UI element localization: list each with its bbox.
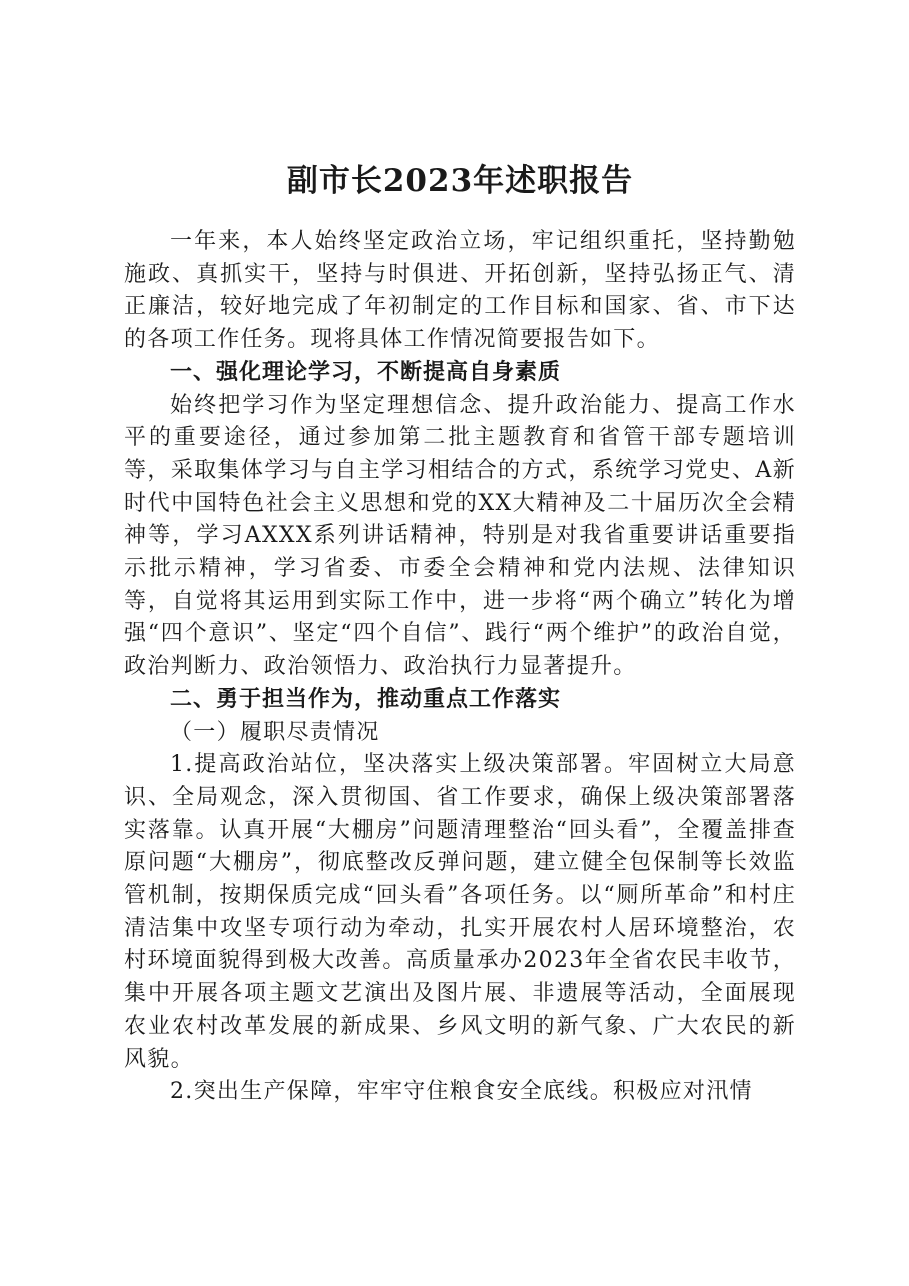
section-2-heading: 二、勇于担当作为，推动重点工作落实 bbox=[170, 686, 562, 712]
section-1-paragraph: 始终把学习作为坚定理想信念、提升政治能力、提高工作水平的重要途径，通过参加第二批主题教育和省管干部专题培训等，采取集体学习与自主学习相结合的方式，系统学习党史、A新时代中国特色社会主义思想和党的XX大精神及二十届历次全会精神等，学习AXXX系列讲话精神，特别是对我省重要讲话重要指示批示精神，学习省委、市委全会精神和党内法规、法律知识等，自觉将其运用到实际工作中，进一步将“两个确立”转化为增强“四个意识”、坚定“四个自信”、践行“两个维护”的政治自觉，政治判断力、政治领悟力、政治执行力显著提升。 bbox=[124, 392, 796, 680]
section-2-subheading: （一）履职尽责情况 bbox=[170, 719, 380, 745]
intro-paragraph: 一年来，本人始终坚定政治立场，牢记组织重托，坚持勤勉施政、真抓实干，坚持与时俱进、开拓创新，坚持弘扬正气、清正廉洁，较好地完成了年初制定的工作目标和国家、省、市下达的各项工作任务。现将具体工作情况简要报告如下。 bbox=[124, 229, 796, 353]
document-title: 副市长2023年述职报告 bbox=[286, 163, 634, 199]
section-2-item-2: 2.突出生产保障，牢牢守住粮食安全底线。积极应对汛情 bbox=[170, 1079, 753, 1105]
section-1-heading: 一、强化理论学习，不断提高自身素质 bbox=[170, 359, 562, 385]
document-page bbox=[124, 150, 796, 1109]
section-2-item-1: 1.提高政治站位，坚决落实上级决策部署。牢固树立大局意识、全局观念，深入贯彻国、省工作要求，确保上级决策部署落实落靠。认真开展“大棚房”问题清理整治“回头看”，全覆盖排查原问题“大棚房”，彻底整改反弹问题，建立健全包保制等长效监管机制，按期保质完成“回头看”各项任务。以“厕所革命”和村庄清洁集中攻坚专项行动为牵动，扎实开展农村人居环境整治，农村环境面貌得到极大改善。高质量承办2023年全省农民丰收节，集中开展各项主题文艺演出及图片展、非遗展等活动，全面展现农业农村改革发展的新成果、乡风文明的新气象、广大农民的新风貌。 bbox=[124, 752, 796, 1072]
